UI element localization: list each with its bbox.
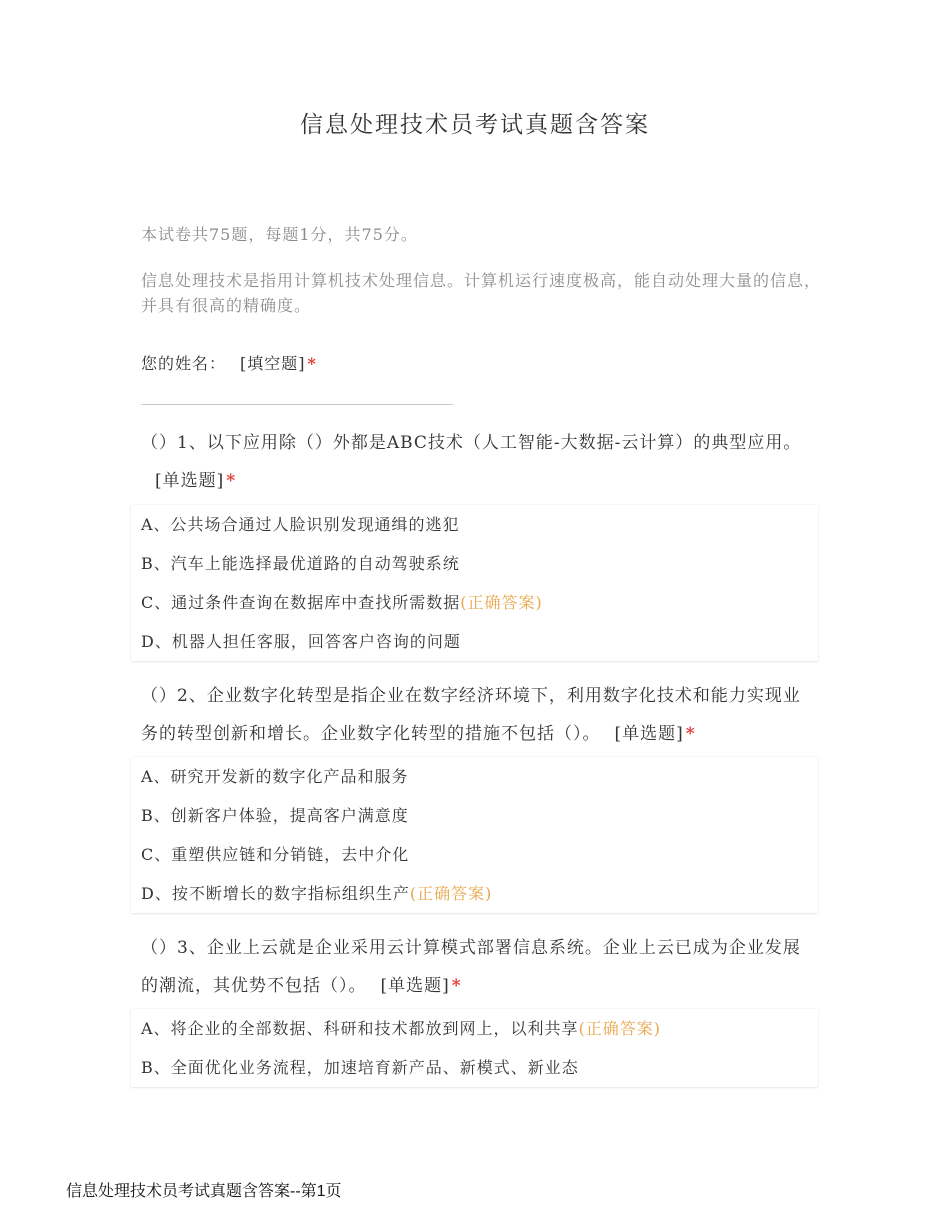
option-text: D、按不断增长的数字指标组织生产 bbox=[141, 884, 410, 903]
question-stem: （）3、企业上云就是企业采用云计算模式部署信息系统。企业上云已成为企业发展的潮流，其优势不包括（）。 bbox=[141, 938, 801, 996]
required-mark: * bbox=[685, 724, 696, 744]
question-1 bbox=[141, 424, 813, 500]
option-text: B、全面优化业务流程，加速培育新产品、新模式、新业态 bbox=[141, 1058, 579, 1077]
option-text: A、将企业的全部数据、科研和技术都放到网上，以利共享 bbox=[141, 1019, 579, 1038]
option-text: D、机器人担任客服，回答客户咨询的问题 bbox=[141, 632, 461, 651]
exam-summary: 本试卷共75题，每题1分，共75分。 bbox=[141, 225, 418, 244]
option-a[interactable] bbox=[131, 505, 818, 544]
document-title: 信息处理技术员考试真题含答案 bbox=[300, 112, 650, 138]
option-text: C、重塑供应链和分销链，去中介化 bbox=[141, 845, 410, 864]
option-text: C、通过条件查询在数据库中查找所需数据 bbox=[141, 593, 461, 612]
option-b[interactable] bbox=[131, 544, 818, 583]
required-mark: * bbox=[451, 976, 462, 996]
single-choice-tag: [单选题] bbox=[155, 471, 225, 491]
single-choice-tag: [单选题] bbox=[614, 724, 684, 744]
correct-answer-mark: (正确答案) bbox=[578, 1019, 662, 1038]
option-b[interactable] bbox=[131, 1048, 818, 1087]
option-d[interactable] bbox=[131, 874, 818, 913]
fill-blank-tag: [填空题] bbox=[240, 354, 306, 373]
name-label: 您的姓名： bbox=[141, 354, 227, 373]
single-choice-tag: [单选题] bbox=[380, 976, 450, 996]
option-text: A、研究开发新的数字化产品和服务 bbox=[141, 767, 409, 786]
question-2-options bbox=[131, 757, 818, 913]
option-text: B、汽车上能选择最优道路的自动驾驶系统 bbox=[141, 554, 460, 573]
option-a[interactable] bbox=[131, 1009, 818, 1048]
question-stem: （）2、企业数字化转型是指企业在数字经济环境下，利用数字化技术和能力实现业务的转型创新和增长。企业数字化转型的措施不包括（）。 bbox=[141, 686, 801, 744]
correct-answer-mark: (正确答案) bbox=[460, 593, 543, 612]
option-c[interactable] bbox=[131, 835, 818, 874]
option-text: B、创新客户体验，提高客户满意度 bbox=[141, 806, 409, 825]
correct-answer-mark: (正确答案) bbox=[409, 884, 493, 903]
name-question bbox=[141, 351, 317, 374]
exam-description: 信息处理技术是指用计算机技术处理信息。计算机运行速度极高，能自动处理大量的信息，并具有很高的精确度。 bbox=[141, 271, 822, 315]
required-mark: * bbox=[307, 354, 317, 373]
name-input-line[interactable] bbox=[141, 404, 453, 405]
question-stem: （）1、以下应用除（）外都是ABC技术（人工智能-大数据-云计算）的典型应用。 bbox=[141, 433, 802, 453]
option-d[interactable] bbox=[131, 622, 818, 661]
page-footer: 信息处理技术员考试真题含答案--第1页 bbox=[66, 1183, 342, 1200]
question-2 bbox=[141, 677, 813, 753]
option-a[interactable] bbox=[131, 757, 818, 796]
required-mark: * bbox=[226, 471, 237, 491]
question-1-options bbox=[131, 505, 818, 661]
option-b[interactable] bbox=[131, 796, 818, 835]
option-text: A、公共场合通过人脸识别发现通缉的逃犯 bbox=[141, 515, 460, 534]
option-c[interactable] bbox=[131, 583, 818, 622]
question-3 bbox=[141, 929, 813, 1005]
question-3-options bbox=[131, 1009, 818, 1087]
